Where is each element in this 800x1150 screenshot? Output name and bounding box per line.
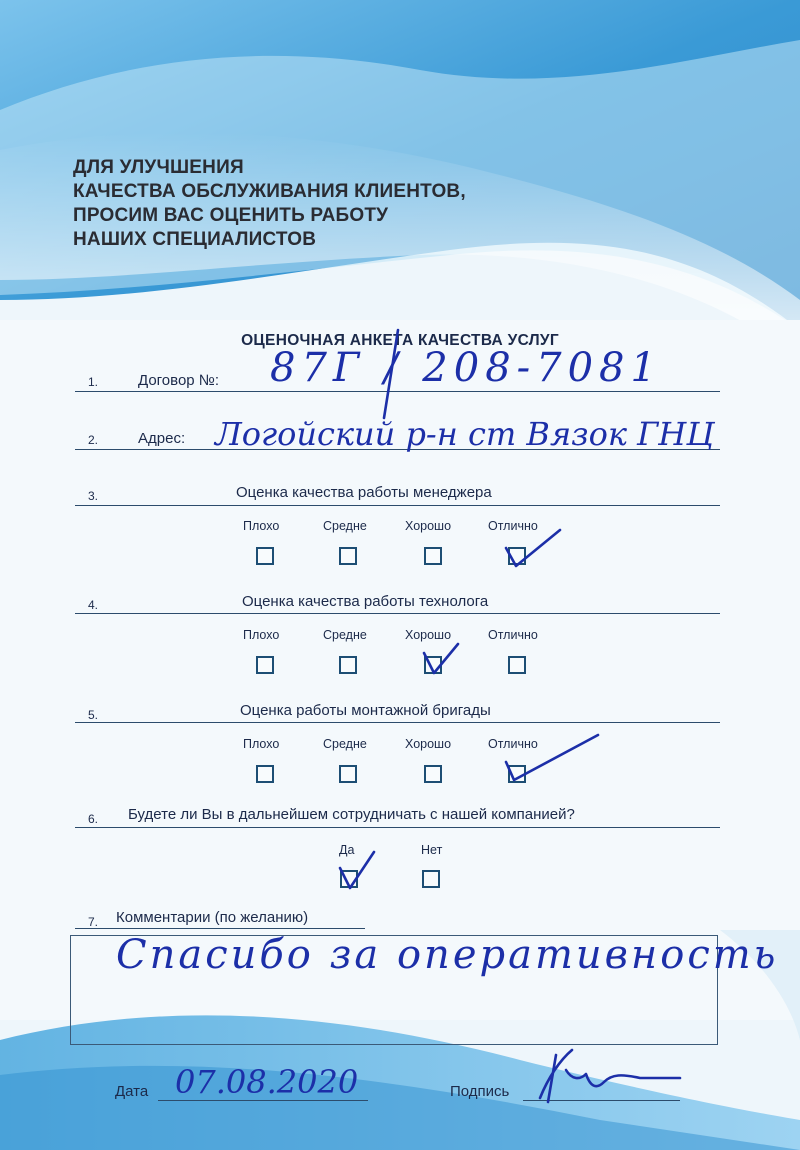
checkbox-crew-sredne[interactable] bbox=[339, 765, 357, 783]
checkbox-crew-otlichno[interactable] bbox=[508, 765, 526, 783]
address-label: Адрес: bbox=[138, 430, 186, 447]
item-number: 2. bbox=[88, 433, 99, 447]
checkbox-manager-otlichno[interactable] bbox=[508, 547, 526, 565]
contract-label: Договор №: bbox=[138, 372, 220, 389]
option-label: Плохо bbox=[243, 519, 280, 533]
cooperate-underline bbox=[75, 827, 720, 828]
signature-underline bbox=[523, 1100, 680, 1101]
date-field[interactable]: 07.08.2020 bbox=[175, 1063, 359, 1101]
checkbox-cooperate-no[interactable] bbox=[422, 870, 440, 888]
rating-underline bbox=[75, 505, 720, 506]
header-line: ДЛЯ УЛУЧШЕНИЯ bbox=[73, 157, 244, 178]
comments-text: Спасибо за оперативность bbox=[116, 932, 779, 978]
checkbox-cooperate-yes[interactable] bbox=[340, 870, 358, 888]
contract-underline bbox=[75, 391, 720, 392]
header-line: НАШИХ СПЕЦИАЛИСТОВ bbox=[73, 229, 317, 250]
option-label: Плохо bbox=[243, 737, 280, 751]
cooperate-question: Будете ли Вы в дальнейшем сотрудничать с нашей компанией? bbox=[128, 806, 575, 823]
contract-number-field[interactable]: 87Г / 208-7081 bbox=[270, 345, 662, 391]
checkbox-manager-sredne[interactable] bbox=[339, 547, 357, 565]
option-label: Средне bbox=[323, 737, 367, 751]
option-label: Хорошо bbox=[405, 628, 452, 642]
header-text bbox=[73, 156, 466, 252]
rating-underline bbox=[75, 722, 720, 723]
rating-underline bbox=[75, 613, 720, 614]
item-number: 3. bbox=[88, 489, 99, 503]
option-label: Плохо bbox=[243, 628, 280, 642]
checkbox-manager-khorosho[interactable] bbox=[424, 547, 442, 565]
item-number: 7. bbox=[88, 915, 99, 929]
checkbox-technologist-sredne[interactable] bbox=[339, 656, 357, 674]
comments-underline bbox=[75, 928, 365, 929]
option-label: Да bbox=[339, 843, 355, 857]
item-number: 5. bbox=[88, 708, 99, 722]
option-label: Хорошо bbox=[405, 737, 452, 751]
signature-label: Подпись bbox=[450, 1083, 510, 1100]
option-label: Отлично bbox=[488, 737, 538, 751]
option-label: Отлично bbox=[488, 628, 538, 642]
checkbox-crew-plokho[interactable] bbox=[256, 765, 274, 783]
item-number: 4. bbox=[88, 598, 99, 612]
rating-question-crew: Оценка работы монтажной бригады bbox=[240, 702, 491, 719]
option-label: Средне bbox=[323, 519, 367, 533]
form-title: ОЦЕНОЧНАЯ АНКЕТА КАЧЕСТВА УСЛУГ bbox=[241, 332, 559, 349]
checkbox-technologist-khorosho[interactable] bbox=[424, 656, 442, 674]
rating-question-technologist: Оценка качества работы технолога bbox=[242, 593, 489, 610]
rating-question-manager: Оценка качества работы менеджера bbox=[236, 484, 492, 501]
option-label: Отлично bbox=[488, 519, 538, 533]
option-label: Нет bbox=[421, 843, 443, 857]
item-number: 1. bbox=[88, 375, 99, 389]
date-label: Дата bbox=[115, 1083, 149, 1100]
option-label: Хорошо bbox=[405, 519, 452, 533]
option-label: Средне bbox=[323, 628, 367, 642]
checkbox-technologist-otlichno[interactable] bbox=[508, 656, 526, 674]
checkbox-manager-plokho[interactable] bbox=[256, 547, 274, 565]
address-field[interactable]: Логойский р-н ст Вязок ГНЦ bbox=[215, 415, 715, 453]
checkbox-technologist-plokho[interactable] bbox=[256, 656, 274, 674]
header-line: ПРОСИМ ВАС ОЦЕНИТЬ РАБОТУ bbox=[73, 205, 389, 226]
comments-label: Комментарии (по желанию) bbox=[116, 909, 309, 926]
header-line: КАЧЕСТВА ОБСЛУЖИВАНИЯ КЛИЕНТОВ, bbox=[73, 181, 466, 202]
item-number: 6. bbox=[88, 812, 99, 826]
checkbox-crew-khorosho[interactable] bbox=[424, 765, 442, 783]
